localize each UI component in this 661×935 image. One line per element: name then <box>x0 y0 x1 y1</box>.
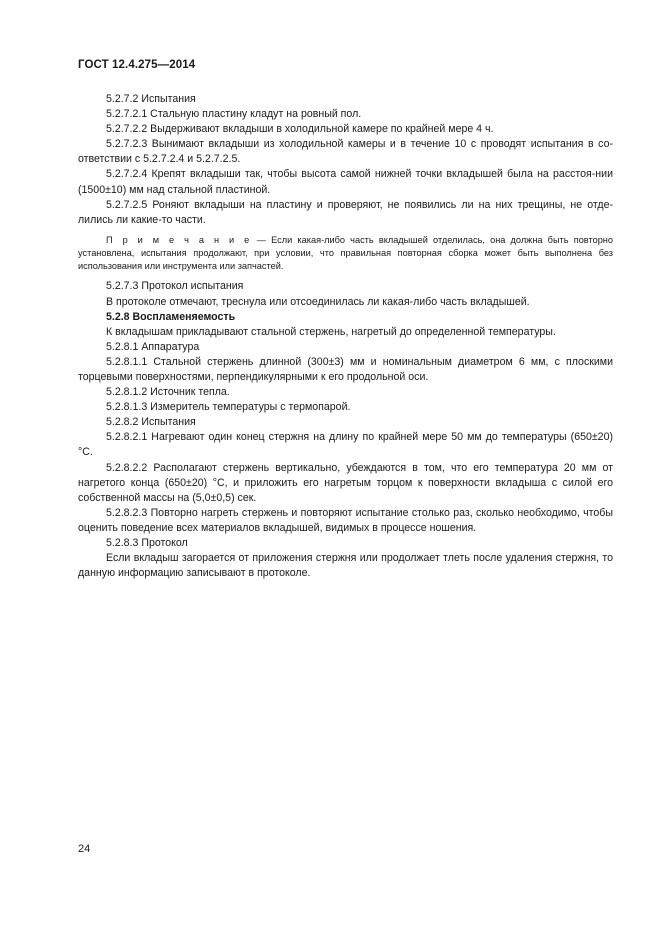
section-5-2-8-wrap <box>78 310 613 325</box>
paragraph-5-2-8-1: 5.2.8.1 Аппаратура <box>106 340 200 353</box>
paragraph-5-2-7-2-1: 5.2.7.2.1 Стальную пластину кладут на ровный пол. <box>106 108 362 121</box>
paragraph-5-2-8-2: 5.2.8.2 Испытания <box>106 416 196 429</box>
paragraph-flammability-intro: К вкладышам прикладывают стальной стержень, нагретый до определенной температуры. <box>106 325 556 338</box>
paragraph-5-2-7-2-4: 5.2.7.2.4 Крепят вкладыши так, чтобы высота самой нижней точки вкладышей была на расстоя-нии (1500±10) мм над стальной пластиной. <box>78 168 613 196</box>
note-text: — Если какая-либо часть вкладышей отделилась, она должна быть повторно установлена, испытания продолжают, при условии, что правильная повторная сборка может быть выполнена без использования или инструмента или запчастей. <box>78 234 613 272</box>
document-header-code: ГОСТ 12.4.275—2014 <box>78 59 196 71</box>
document-body <box>78 92 613 581</box>
paragraph-protocol-text: В протоколе отмечают, треснула или отсоединилась ли какая-либо часть вкладышей. <box>106 295 530 308</box>
paragraph-5-2-8-2-3: 5.2.8.2.3 Повторно нагреть стержень и повторяют испытание столько раз, сколько необходимо, чтобы оценить поведение всех материалов вкладышей, видимых в процессе ношения. <box>78 506 613 534</box>
paragraph-5-2-7-3: 5.2.7.3 Протокол испытания <box>106 280 244 293</box>
paragraph-final-protocol: Если вкладыш загорается от приложения стержня или продолжает тлеть после удаления стержня, то данную информацию записывают в протоколе. <box>78 552 613 580</box>
paragraph-5-2-7-2-2: 5.2.7.2.2 Выдерживают вкладыши в холодильной камере по крайней мере 4 ч. <box>106 123 494 136</box>
note-block <box>78 234 613 274</box>
note-label: П р и м е ч а н и е <box>106 234 252 245</box>
paragraph-5-2-8-2-2: 5.2.8.2.2 Располагают стержень вертикально, убеждаются в том, что его температура 20 мм от нагретого конца (650±20) °С, и приложить его нагретым торцом к поверхности вкладыша с силой его собственной массы на (5,0±0,5) сек. <box>78 461 613 504</box>
paragraph-5-2-7-2: 5.2.7.2 Испытания <box>106 93 196 105</box>
paragraph-5-2-8-1-2: 5.2.8.1.2 Источник тепла. <box>106 386 230 399</box>
section-5-2-8-heading: 5.2.8 Воспламеняемость <box>106 310 236 323</box>
paragraph-5-2-8-2-1: 5.2.8.2.1 Нагревают один конец стержня на длину по крайней мере 50 мм до температуры (650±20) °С. <box>78 431 613 459</box>
paragraph-5-2-8-1-3: 5.2.8.1.3 Измеритель температуры с термопарой. <box>106 401 351 414</box>
paragraph-5-2-7-2-3: 5.2.7.2.3 Вынимают вкладыши из холодильной камеры и в течение 10 с проводят испытания в со-ответствии с 5.2.7.2.4 и 5.2.7.2.5. <box>78 138 613 166</box>
paragraph-5-2-7-2-5: 5.2.7.2.5 Роняют вкладыши на пластину и проверяют, не появились ли на них трещины, не отде-лились ли какие-то части. <box>78 198 613 226</box>
paragraph-5-2-8-1-1: 5.2.8.1.1 Стальной стержень длинной (300±3) мм и номинальным диаметром 6 мм, с плоскими торцевыми поверхностями, перпендикулярными к его продольной оси. <box>78 355 613 384</box>
page-number: 24 <box>78 843 91 855</box>
paragraph-5-2-8-3: 5.2.8.3 Протокол <box>106 537 188 550</box>
